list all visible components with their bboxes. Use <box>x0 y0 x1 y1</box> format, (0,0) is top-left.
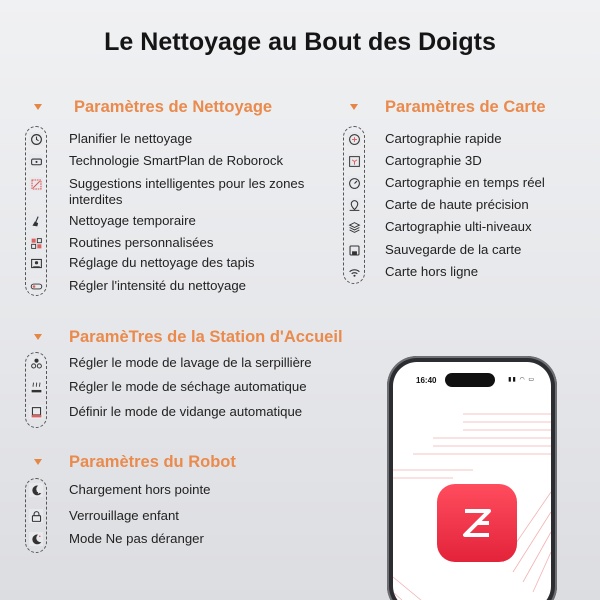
section-robot <box>34 453 334 553</box>
robot-icon <box>29 154 43 168</box>
no-go-zone-icon <box>29 177 43 191</box>
list-item: Cartographie 3D <box>385 153 482 168</box>
mop-icon <box>29 214 43 228</box>
list-item: Cartographie rapide <box>385 131 502 146</box>
status-time: 16:40 <box>416 376 437 385</box>
list-item: Cartographie ulti-niveaux <box>385 219 532 234</box>
precision-pin-icon <box>347 198 361 212</box>
carpet-icon <box>29 256 43 270</box>
phone-screen <box>393 362 551 600</box>
section-header <box>34 453 334 475</box>
list-item: Planifier le nettoyage <box>69 131 193 146</box>
section-header <box>350 98 590 120</box>
section-header <box>34 98 334 120</box>
section-header <box>34 328 414 350</box>
list-item: Carte de haute précision <box>385 197 529 212</box>
mop-wash-icon <box>29 356 43 370</box>
realtime-map-icon <box>347 176 361 190</box>
status-indicators-icon: ▮▮ ◠ ▭ <box>508 377 535 383</box>
list-item: Mode Ne pas déranger <box>69 531 204 546</box>
list-item: Nettoyage temporaire <box>69 213 196 228</box>
chevron-down-icon <box>350 104 358 110</box>
roborock-logo-icon <box>457 503 497 543</box>
offpeak-charge-icon <box>29 483 43 497</box>
schedule-icon <box>29 132 43 146</box>
page-title: Le Nettoyage au Bout des Doigts <box>104 28 496 56</box>
moon-icon <box>29 532 43 546</box>
layers-icon <box>347 220 361 234</box>
icon-rail <box>25 126 47 296</box>
routine-icon <box>29 236 43 250</box>
intensity-icon <box>29 279 43 293</box>
section-cleaning <box>34 98 334 298</box>
list-item: Verrouillage enfant <box>69 508 179 523</box>
chevron-down-icon <box>34 334 42 340</box>
section-title: Paramètres du Robot <box>69 453 236 471</box>
list-item: Régler le mode de lavage de la serpillière <box>69 355 312 370</box>
list-item: Sauvegarde de la carte <box>385 242 522 257</box>
section-title: ParamèTres de la Station d'Accueil <box>69 328 343 346</box>
quick-map-icon <box>347 132 361 146</box>
list-item: Régler l'intensité du nettoyage <box>69 278 247 293</box>
roborock-app-icon[interactable] <box>437 484 517 562</box>
list-item: Cartographie en temps réel <box>385 175 545 190</box>
drying-icon <box>29 380 43 394</box>
list-item: Définir le mode de vidange automatique <box>69 404 303 419</box>
list-item: Chargement hors pointe <box>69 482 211 497</box>
list-item: Routines personnalisées <box>69 235 214 250</box>
section-title: Paramètres de Carte <box>385 98 546 116</box>
section-title: Paramètres de Nettoyage <box>74 98 273 116</box>
wifi-icon <box>347 265 361 279</box>
section-map <box>350 98 590 288</box>
phone-mockup <box>387 356 557 600</box>
lock-icon <box>29 509 43 523</box>
chevron-down-icon <box>34 459 42 465</box>
section-station <box>34 328 414 428</box>
list-item: Suggestions intelligentes pour les zones interdites <box>69 176 305 207</box>
save-icon <box>347 243 361 257</box>
list-item: Technologie SmartPlan de Roborock <box>69 153 284 168</box>
decorative-lines <box>393 362 551 600</box>
dynamic-island <box>445 373 495 387</box>
map-3d-icon <box>347 154 361 168</box>
list-item: Réglage du nettoyage des tapis <box>69 255 255 270</box>
list-item: Carte hors ligne <box>385 264 479 279</box>
list-item: Régler le mode de séchage automatique <box>69 379 307 394</box>
dock-empty-icon <box>29 405 43 419</box>
chevron-down-icon <box>34 104 42 110</box>
